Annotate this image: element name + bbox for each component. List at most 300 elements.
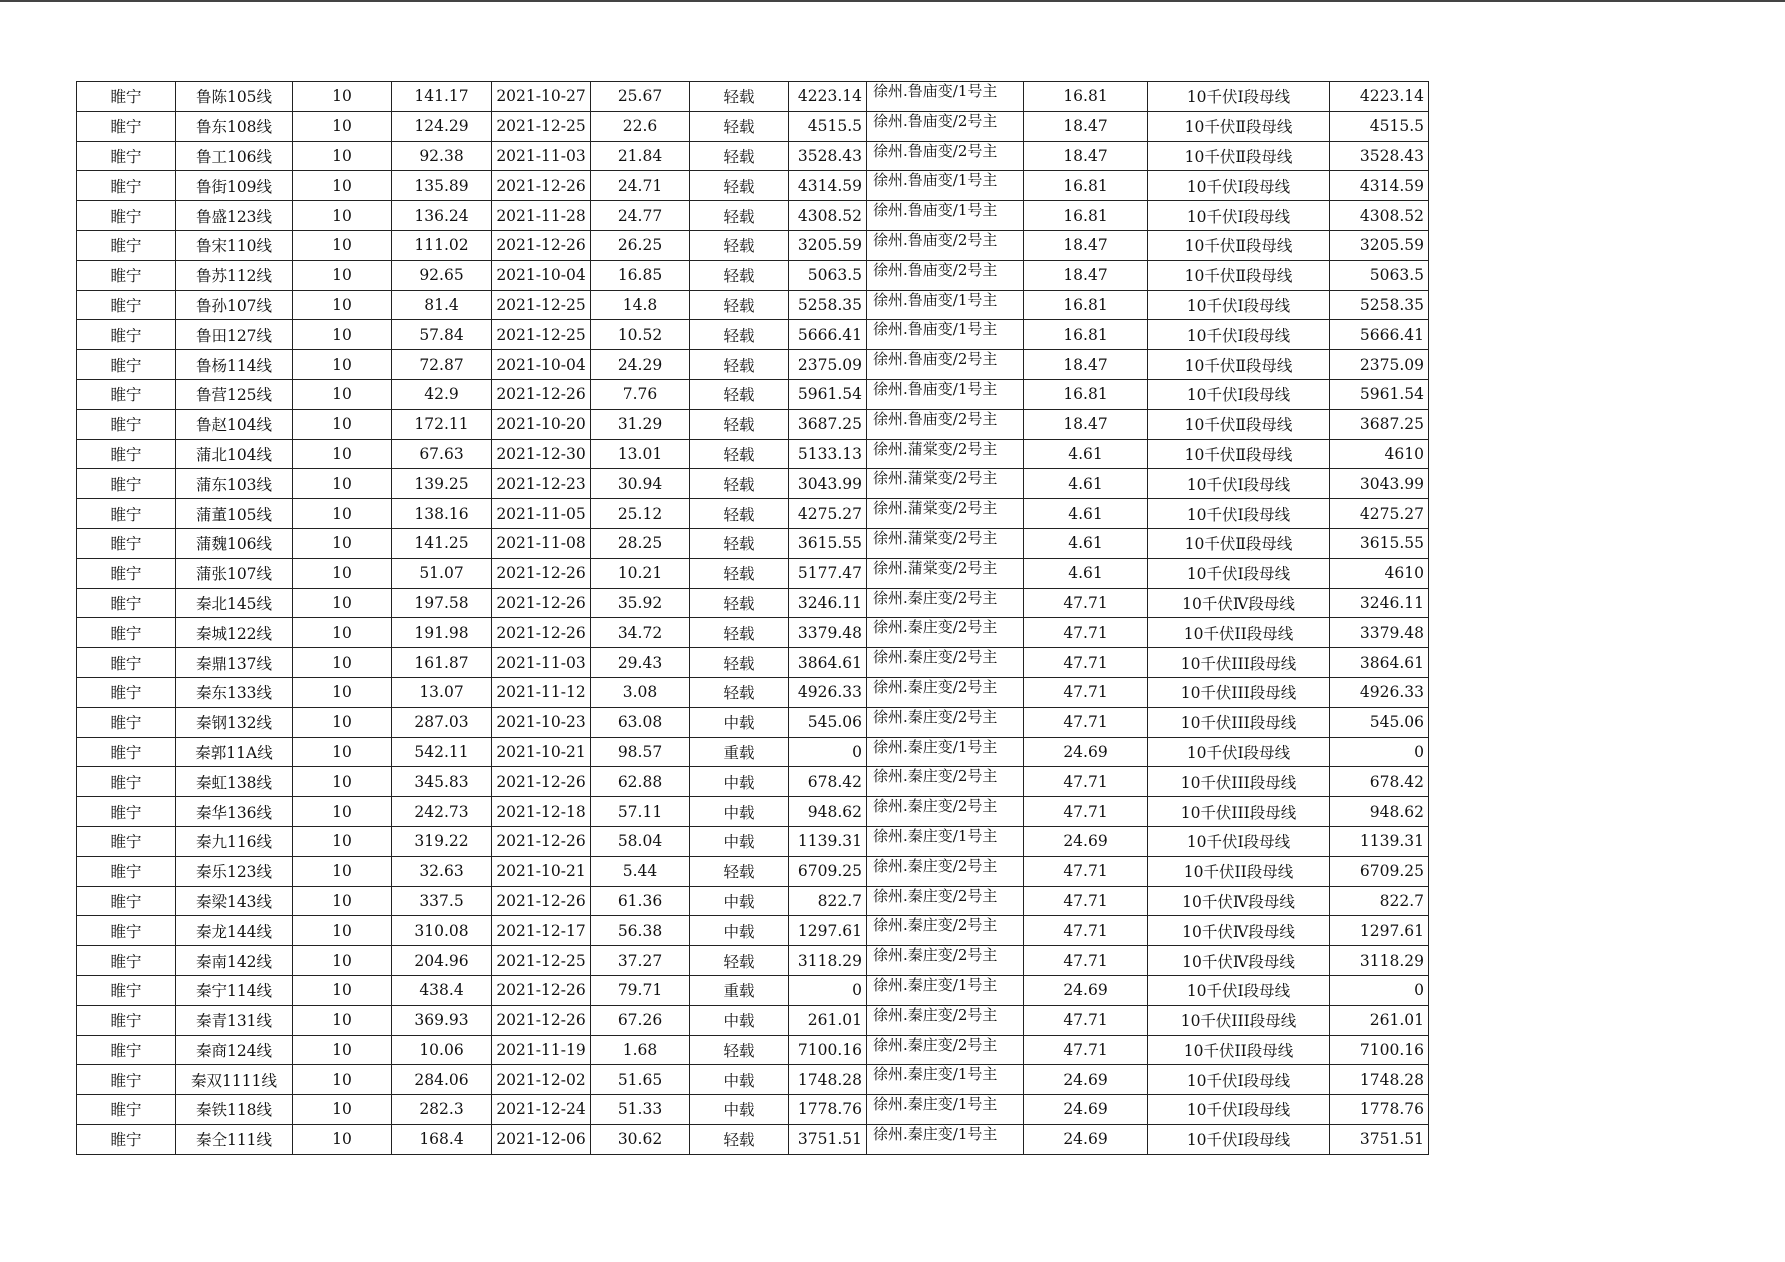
substation-label: 徐州.鲁庙变/1号主 bbox=[873, 379, 998, 398]
date-cell: 2021-12-26 bbox=[492, 379, 591, 409]
transformer-load-cell: 47.71 bbox=[1024, 797, 1148, 827]
max-current-cell: 111.02 bbox=[392, 230, 492, 260]
line-name-cell: 秦梁143线 bbox=[176, 886, 293, 916]
load-rate-cell: 30.94 bbox=[591, 469, 690, 499]
county-cell: 睢宁 bbox=[77, 230, 176, 260]
table-row bbox=[77, 290, 1429, 320]
open-capacity-cell: 3864.61 bbox=[789, 648, 867, 678]
busbar-cell: 10千伏III段母线 bbox=[1148, 767, 1330, 797]
line-name-cell: 蒲张107线 bbox=[176, 558, 293, 588]
access-capacity-cell: 5258.35 bbox=[1330, 290, 1429, 320]
voltage-cell: 10 bbox=[293, 886, 392, 916]
voltage-cell: 10 bbox=[293, 797, 392, 827]
load-status-cell: 轻载 bbox=[690, 82, 789, 112]
county-cell: 睢宁 bbox=[77, 82, 176, 112]
access-capacity-cell: 822.7 bbox=[1330, 886, 1429, 916]
load-rate-cell: 51.33 bbox=[591, 1095, 690, 1125]
busbar-cell: 10千伏Ⅱ段母线 bbox=[1148, 141, 1330, 171]
busbar-cell: 10千伏Ⅰ段母线 bbox=[1148, 201, 1330, 231]
access-capacity-cell: 3118.29 bbox=[1330, 946, 1429, 976]
substation-cell bbox=[867, 707, 1024, 737]
load-status-cell: 轻载 bbox=[690, 1035, 789, 1065]
date-cell: 2021-11-08 bbox=[492, 528, 591, 558]
date-cell: 2021-12-02 bbox=[492, 1065, 591, 1095]
load-rate-cell: 10.52 bbox=[591, 320, 690, 350]
load-status-cell: 重载 bbox=[690, 737, 789, 767]
open-capacity-cell: 3687.25 bbox=[789, 409, 867, 439]
busbar-cell: 10千伏Ⅰ段母线 bbox=[1148, 171, 1330, 201]
open-capacity-cell: 7100.16 bbox=[789, 1035, 867, 1065]
load-status-cell: 轻载 bbox=[690, 439, 789, 469]
open-capacity-cell: 948.62 bbox=[789, 797, 867, 827]
voltage-cell: 10 bbox=[293, 1095, 392, 1125]
voltage-cell: 10 bbox=[293, 618, 392, 648]
open-capacity-cell: 1139.31 bbox=[789, 826, 867, 856]
table-row bbox=[77, 528, 1429, 558]
load-rate-cell: 21.84 bbox=[591, 141, 690, 171]
max-current-cell: 191.98 bbox=[392, 618, 492, 648]
voltage-cell: 10 bbox=[293, 409, 392, 439]
county-cell: 睢宁 bbox=[77, 975, 176, 1005]
substation-label: 徐州.秦庄变/2号主 bbox=[873, 797, 998, 816]
substation-label: 徐州.秦庄变/1号主 bbox=[873, 826, 998, 845]
voltage-cell: 10 bbox=[293, 648, 392, 678]
line-name-cell: 鲁杨114线 bbox=[176, 350, 293, 380]
substation-label: 徐州.秦庄变/2号主 bbox=[873, 856, 998, 875]
max-current-cell: 161.87 bbox=[392, 648, 492, 678]
busbar-cell: 10千伏III段母线 bbox=[1148, 797, 1330, 827]
date-cell: 2021-11-05 bbox=[492, 499, 591, 529]
line-name-cell: 秦城122线 bbox=[176, 618, 293, 648]
substation-label: 徐州.秦庄变/2号主 bbox=[873, 677, 998, 696]
substation-label: 徐州.秦庄变/2号主 bbox=[873, 588, 998, 607]
busbar-cell: 10千伏Ⅰ段母线 bbox=[1148, 1124, 1330, 1154]
table-row bbox=[77, 916, 1429, 946]
transformer-load-cell: 24.69 bbox=[1024, 1124, 1148, 1154]
busbar-cell: 10千伏Ⅰ段母线 bbox=[1148, 737, 1330, 767]
substation-cell bbox=[867, 767, 1024, 797]
substation-cell bbox=[867, 171, 1024, 201]
transformer-load-cell: 24.69 bbox=[1024, 975, 1148, 1005]
busbar-cell: 10千伏Ⅳ段母线 bbox=[1148, 916, 1330, 946]
load-rate-cell: 30.62 bbox=[591, 1124, 690, 1154]
substation-label: 徐州.鲁庙变/2号主 bbox=[873, 141, 998, 160]
line-name-cell: 秦鼎137线 bbox=[176, 648, 293, 678]
table-row bbox=[77, 320, 1429, 350]
county-cell: 睢宁 bbox=[77, 916, 176, 946]
substation-cell bbox=[867, 230, 1024, 260]
table-row bbox=[77, 379, 1429, 409]
max-current-cell: 124.29 bbox=[392, 111, 492, 141]
line-name-cell: 鲁工106线 bbox=[176, 141, 293, 171]
busbar-cell: 10千伏Ⅰ段母线 bbox=[1148, 379, 1330, 409]
access-capacity-cell: 4308.52 bbox=[1330, 201, 1429, 231]
voltage-cell: 10 bbox=[293, 558, 392, 588]
substation-label: 徐州.鲁庙变/2号主 bbox=[873, 260, 998, 279]
line-name-cell: 鲁宋110线 bbox=[176, 230, 293, 260]
max-current-cell: 542.11 bbox=[392, 737, 492, 767]
line-name-cell: 秦双1111线 bbox=[176, 1065, 293, 1095]
substation-label: 徐州.鲁庙变/1号主 bbox=[873, 82, 998, 100]
max-current-cell: 197.58 bbox=[392, 588, 492, 618]
open-capacity-cell: 3246.11 bbox=[789, 588, 867, 618]
load-status-cell: 轻载 bbox=[690, 469, 789, 499]
table-row bbox=[77, 826, 1429, 856]
substation-label: 徐州.秦庄变/1号主 bbox=[873, 737, 998, 756]
max-current-cell: 168.4 bbox=[392, 1124, 492, 1154]
county-cell: 睢宁 bbox=[77, 439, 176, 469]
substation-cell bbox=[867, 409, 1024, 439]
load-status-cell: 轻载 bbox=[690, 588, 789, 618]
access-capacity-cell: 4610 bbox=[1330, 558, 1429, 588]
date-cell: 2021-12-26 bbox=[492, 588, 591, 618]
substation-label: 徐州.秦庄变/1号主 bbox=[873, 975, 998, 994]
county-cell: 睢宁 bbox=[77, 260, 176, 290]
line-name-cell: 秦南142线 bbox=[176, 946, 293, 976]
open-capacity-cell: 0 bbox=[789, 737, 867, 767]
substation-cell bbox=[867, 588, 1024, 618]
max-current-cell: 32.63 bbox=[392, 856, 492, 886]
table-row bbox=[77, 82, 1429, 112]
load-status-cell: 中载 bbox=[690, 826, 789, 856]
access-capacity-cell: 1139.31 bbox=[1330, 826, 1429, 856]
date-cell: 2021-10-04 bbox=[492, 260, 591, 290]
table-row bbox=[77, 201, 1429, 231]
substation-label: 徐州.蒲棠变/2号主 bbox=[873, 439, 998, 458]
substation-label: 徐州.秦庄变/2号主 bbox=[873, 648, 998, 667]
substation-cell bbox=[867, 1124, 1024, 1154]
voltage-cell: 10 bbox=[293, 230, 392, 260]
county-cell: 睢宁 bbox=[77, 1005, 176, 1035]
county-cell: 睢宁 bbox=[77, 1035, 176, 1065]
line-name-cell: 秦虹138线 bbox=[176, 767, 293, 797]
transformer-load-cell: 4.61 bbox=[1024, 528, 1148, 558]
open-capacity-cell: 2375.09 bbox=[789, 350, 867, 380]
substation-cell bbox=[867, 111, 1024, 141]
line-name-cell: 鲁田127线 bbox=[176, 320, 293, 350]
substation-label: 徐州.蒲棠变/2号主 bbox=[873, 528, 998, 547]
load-status-cell: 轻载 bbox=[690, 111, 789, 141]
transformer-load-cell: 24.69 bbox=[1024, 737, 1148, 767]
substation-label: 徐州.蒲棠变/2号主 bbox=[873, 558, 998, 577]
load-rate-cell: 37.27 bbox=[591, 946, 690, 976]
date-cell: 2021-10-21 bbox=[492, 737, 591, 767]
busbar-cell: 10千伏Ⅱ段母线 bbox=[1148, 528, 1330, 558]
transformer-load-cell: 18.47 bbox=[1024, 350, 1148, 380]
table-row bbox=[77, 171, 1429, 201]
load-status-cell: 轻载 bbox=[690, 171, 789, 201]
table-row bbox=[77, 409, 1429, 439]
substation-label: 徐州.蒲棠变/2号主 bbox=[873, 469, 998, 488]
max-current-cell: 10.06 bbox=[392, 1035, 492, 1065]
line-name-cell: 秦华136线 bbox=[176, 797, 293, 827]
busbar-cell: 10千伏Ⅳ段母线 bbox=[1148, 886, 1330, 916]
table-row bbox=[77, 350, 1429, 380]
transformer-load-cell: 47.71 bbox=[1024, 916, 1148, 946]
open-capacity-cell: 261.01 bbox=[789, 1005, 867, 1035]
open-capacity-cell: 822.7 bbox=[789, 886, 867, 916]
substation-cell bbox=[867, 648, 1024, 678]
load-rate-cell: 25.67 bbox=[591, 82, 690, 112]
busbar-cell: 10千伏III段母线 bbox=[1148, 707, 1330, 737]
access-capacity-cell: 3043.99 bbox=[1330, 469, 1429, 499]
data-table bbox=[76, 81, 1429, 1155]
load-rate-cell: 24.29 bbox=[591, 350, 690, 380]
load-status-cell: 轻载 bbox=[690, 230, 789, 260]
substation-cell bbox=[867, 975, 1024, 1005]
access-capacity-cell: 4275.27 bbox=[1330, 499, 1429, 529]
access-capacity-cell: 0 bbox=[1330, 975, 1429, 1005]
county-cell: 睢宁 bbox=[77, 797, 176, 827]
load-rate-cell: 10.21 bbox=[591, 558, 690, 588]
county-cell: 睢宁 bbox=[77, 886, 176, 916]
substation-cell bbox=[867, 1095, 1024, 1125]
load-status-cell: 轻载 bbox=[690, 201, 789, 231]
max-current-cell: 51.07 bbox=[392, 558, 492, 588]
date-cell: 2021-12-24 bbox=[492, 1095, 591, 1125]
load-rate-cell: 13.01 bbox=[591, 439, 690, 469]
open-capacity-cell: 5133.13 bbox=[789, 439, 867, 469]
date-cell: 2021-12-26 bbox=[492, 1005, 591, 1035]
substation-cell bbox=[867, 439, 1024, 469]
county-cell: 睢宁 bbox=[77, 171, 176, 201]
load-rate-cell: 57.11 bbox=[591, 797, 690, 827]
substation-label: 徐州.秦庄变/1号主 bbox=[873, 1095, 998, 1114]
voltage-cell: 10 bbox=[293, 677, 392, 707]
max-current-cell: 81.4 bbox=[392, 290, 492, 320]
load-status-cell: 轻载 bbox=[690, 320, 789, 350]
county-cell: 睢宁 bbox=[77, 707, 176, 737]
substation-label: 徐州.秦庄变/2号主 bbox=[873, 916, 998, 935]
date-cell: 2021-12-25 bbox=[492, 290, 591, 320]
transformer-load-cell: 47.71 bbox=[1024, 588, 1148, 618]
open-capacity-cell: 0 bbox=[789, 975, 867, 1005]
load-status-cell: 轻载 bbox=[690, 1124, 789, 1154]
transformer-load-cell: 47.71 bbox=[1024, 707, 1148, 737]
transformer-load-cell: 4.61 bbox=[1024, 439, 1148, 469]
open-capacity-cell: 4515.5 bbox=[789, 111, 867, 141]
table-row bbox=[77, 618, 1429, 648]
date-cell: 2021-10-20 bbox=[492, 409, 591, 439]
load-status-cell: 中载 bbox=[690, 1065, 789, 1095]
access-capacity-cell: 5961.54 bbox=[1330, 379, 1429, 409]
date-cell: 2021-12-25 bbox=[492, 946, 591, 976]
voltage-cell: 10 bbox=[293, 320, 392, 350]
substation-label: 徐州.秦庄变/2号主 bbox=[873, 707, 998, 726]
substation-cell bbox=[867, 558, 1024, 588]
county-cell: 睢宁 bbox=[77, 290, 176, 320]
line-name-cell: 鲁东108线 bbox=[176, 111, 293, 141]
table-row bbox=[77, 648, 1429, 678]
date-cell: 2021-12-23 bbox=[492, 469, 591, 499]
county-cell: 睢宁 bbox=[77, 379, 176, 409]
access-capacity-cell: 1748.28 bbox=[1330, 1065, 1429, 1095]
line-name-cell: 蒲魏106线 bbox=[176, 528, 293, 558]
line-name-cell: 秦东133线 bbox=[176, 677, 293, 707]
max-current-cell: 42.9 bbox=[392, 379, 492, 409]
line-name-cell: 蒲东103线 bbox=[176, 469, 293, 499]
load-status-cell: 轻载 bbox=[690, 409, 789, 439]
line-name-cell: 鲁街109线 bbox=[176, 171, 293, 201]
date-cell: 2021-12-17 bbox=[492, 916, 591, 946]
county-cell: 睢宁 bbox=[77, 469, 176, 499]
county-cell: 睢宁 bbox=[77, 677, 176, 707]
busbar-cell: 10千伏Ⅰ段母线 bbox=[1148, 290, 1330, 320]
county-cell: 睢宁 bbox=[77, 648, 176, 678]
load-rate-cell: 24.77 bbox=[591, 201, 690, 231]
date-cell: 2021-12-26 bbox=[492, 230, 591, 260]
table-row bbox=[77, 707, 1429, 737]
load-status-cell: 轻载 bbox=[690, 618, 789, 648]
substation-cell bbox=[867, 499, 1024, 529]
max-current-cell: 72.87 bbox=[392, 350, 492, 380]
load-rate-cell: 24.71 bbox=[591, 171, 690, 201]
load-rate-cell: 29.43 bbox=[591, 648, 690, 678]
load-rate-cell: 35.92 bbox=[591, 588, 690, 618]
county-cell: 睢宁 bbox=[77, 767, 176, 797]
table-row bbox=[77, 230, 1429, 260]
table-row bbox=[77, 499, 1429, 529]
busbar-cell: 10千伏Ⅱ段母线 bbox=[1148, 439, 1330, 469]
substation-label: 徐州.鲁庙变/1号主 bbox=[873, 171, 998, 190]
county-cell: 睢宁 bbox=[77, 618, 176, 648]
load-status-cell: 轻载 bbox=[690, 856, 789, 886]
transformer-load-cell: 24.69 bbox=[1024, 1065, 1148, 1095]
busbar-cell: 10千伏Ⅱ段母线 bbox=[1148, 409, 1330, 439]
load-rate-cell: 98.57 bbox=[591, 737, 690, 767]
open-capacity-cell: 3379.48 bbox=[789, 618, 867, 648]
substation-label: 徐州.鲁庙变/2号主 bbox=[873, 111, 998, 130]
access-capacity-cell: 3751.51 bbox=[1330, 1124, 1429, 1154]
max-current-cell: 141.25 bbox=[392, 528, 492, 558]
date-cell: 2021-10-21 bbox=[492, 856, 591, 886]
table-row bbox=[77, 1005, 1429, 1035]
line-name-cell: 鲁苏112线 bbox=[176, 260, 293, 290]
busbar-cell: 10千伏Ⅰ段母线 bbox=[1148, 469, 1330, 499]
table-row bbox=[77, 677, 1429, 707]
line-name-cell: 鲁陈105线 bbox=[176, 82, 293, 112]
open-capacity-cell: 4314.59 bbox=[789, 171, 867, 201]
open-capacity-cell: 5177.47 bbox=[789, 558, 867, 588]
substation-label: 徐州.秦庄变/2号主 bbox=[873, 618, 998, 637]
transformer-load-cell: 24.69 bbox=[1024, 1095, 1148, 1125]
load-status-cell: 中载 bbox=[690, 886, 789, 916]
busbar-cell: 10千伏II段母线 bbox=[1148, 1035, 1330, 1065]
load-rate-cell: 3.08 bbox=[591, 677, 690, 707]
max-current-cell: 282.3 bbox=[392, 1095, 492, 1125]
max-current-cell: 438.4 bbox=[392, 975, 492, 1005]
transformer-load-cell: 47.71 bbox=[1024, 1035, 1148, 1065]
voltage-cell: 10 bbox=[293, 350, 392, 380]
county-cell: 睢宁 bbox=[77, 201, 176, 231]
access-capacity-cell: 7100.16 bbox=[1330, 1035, 1429, 1065]
date-cell: 2021-10-04 bbox=[492, 350, 591, 380]
line-name-cell: 鲁孙107线 bbox=[176, 290, 293, 320]
load-status-cell: 轻载 bbox=[690, 290, 789, 320]
substation-cell bbox=[867, 379, 1024, 409]
voltage-cell: 10 bbox=[293, 439, 392, 469]
voltage-cell: 10 bbox=[293, 1035, 392, 1065]
voltage-cell: 10 bbox=[293, 201, 392, 231]
load-rate-cell: 16.85 bbox=[591, 260, 690, 290]
substation-label: 徐州.鲁庙变/2号主 bbox=[873, 350, 998, 369]
access-capacity-cell: 6709.25 bbox=[1330, 856, 1429, 886]
substation-label: 徐州.秦庄变/2号主 bbox=[873, 1035, 998, 1054]
table-row bbox=[77, 1124, 1429, 1154]
county-cell: 睢宁 bbox=[77, 141, 176, 171]
access-capacity-cell: 3205.59 bbox=[1330, 230, 1429, 260]
load-status-cell: 中载 bbox=[690, 767, 789, 797]
voltage-cell: 10 bbox=[293, 171, 392, 201]
substation-cell bbox=[867, 1035, 1024, 1065]
load-status-cell: 轻载 bbox=[690, 558, 789, 588]
date-cell: 2021-12-30 bbox=[492, 439, 591, 469]
open-capacity-cell: 1297.61 bbox=[789, 916, 867, 946]
busbar-cell: 10千伏III段母线 bbox=[1148, 648, 1330, 678]
busbar-cell: 10千伏Ⅱ段母线 bbox=[1148, 260, 1330, 290]
table-row bbox=[77, 588, 1429, 618]
load-status-cell: 中载 bbox=[690, 707, 789, 737]
county-cell: 睢宁 bbox=[77, 946, 176, 976]
county-cell: 睢宁 bbox=[77, 499, 176, 529]
transformer-load-cell: 47.71 bbox=[1024, 1005, 1148, 1035]
page-top-rule bbox=[0, 0, 1785, 2]
transformer-load-cell: 47.71 bbox=[1024, 618, 1148, 648]
load-status-cell: 轻载 bbox=[690, 141, 789, 171]
date-cell: 2021-12-25 bbox=[492, 320, 591, 350]
access-capacity-cell: 3379.48 bbox=[1330, 618, 1429, 648]
load-rate-cell: 1.68 bbox=[591, 1035, 690, 1065]
busbar-cell: 10千伏Ⅱ段母线 bbox=[1148, 111, 1330, 141]
substation-label: 徐州.鲁庙变/1号主 bbox=[873, 290, 998, 309]
max-current-cell: 204.96 bbox=[392, 946, 492, 976]
transformer-load-cell: 47.71 bbox=[1024, 648, 1148, 678]
load-status-cell: 中载 bbox=[690, 916, 789, 946]
open-capacity-cell: 6709.25 bbox=[789, 856, 867, 886]
transformer-load-cell: 47.71 bbox=[1024, 767, 1148, 797]
voltage-cell: 10 bbox=[293, 737, 392, 767]
busbar-cell: 10千伏III段母线 bbox=[1148, 1005, 1330, 1035]
voltage-cell: 10 bbox=[293, 826, 392, 856]
max-current-cell: 57.84 bbox=[392, 320, 492, 350]
load-rate-cell: 25.12 bbox=[591, 499, 690, 529]
line-name-cell: 秦商124线 bbox=[176, 1035, 293, 1065]
substation-cell bbox=[867, 260, 1024, 290]
open-capacity-cell: 4308.52 bbox=[789, 201, 867, 231]
table-row bbox=[77, 886, 1429, 916]
table-row bbox=[77, 946, 1429, 976]
substation-cell bbox=[867, 82, 1024, 112]
busbar-cell: 10千伏Ⅰ段母线 bbox=[1148, 975, 1330, 1005]
max-current-cell: 136.24 bbox=[392, 201, 492, 231]
voltage-cell: 10 bbox=[293, 82, 392, 112]
substation-cell bbox=[867, 350, 1024, 380]
load-rate-cell: 22.6 bbox=[591, 111, 690, 141]
transformer-load-cell: 47.71 bbox=[1024, 886, 1148, 916]
load-status-cell: 中载 bbox=[690, 1095, 789, 1125]
max-current-cell: 138.16 bbox=[392, 499, 492, 529]
access-capacity-cell: 2375.09 bbox=[1330, 350, 1429, 380]
county-cell: 睢宁 bbox=[77, 588, 176, 618]
access-capacity-cell: 3246.11 bbox=[1330, 588, 1429, 618]
load-rate-cell: 7.76 bbox=[591, 379, 690, 409]
substation-label: 徐州.鲁庙变/2号主 bbox=[873, 230, 998, 249]
line-name-cell: 秦宁114线 bbox=[176, 975, 293, 1005]
date-cell: 2021-11-12 bbox=[492, 677, 591, 707]
table-body bbox=[77, 82, 1429, 1155]
date-cell: 2021-12-25 bbox=[492, 111, 591, 141]
voltage-cell: 10 bbox=[293, 1124, 392, 1154]
